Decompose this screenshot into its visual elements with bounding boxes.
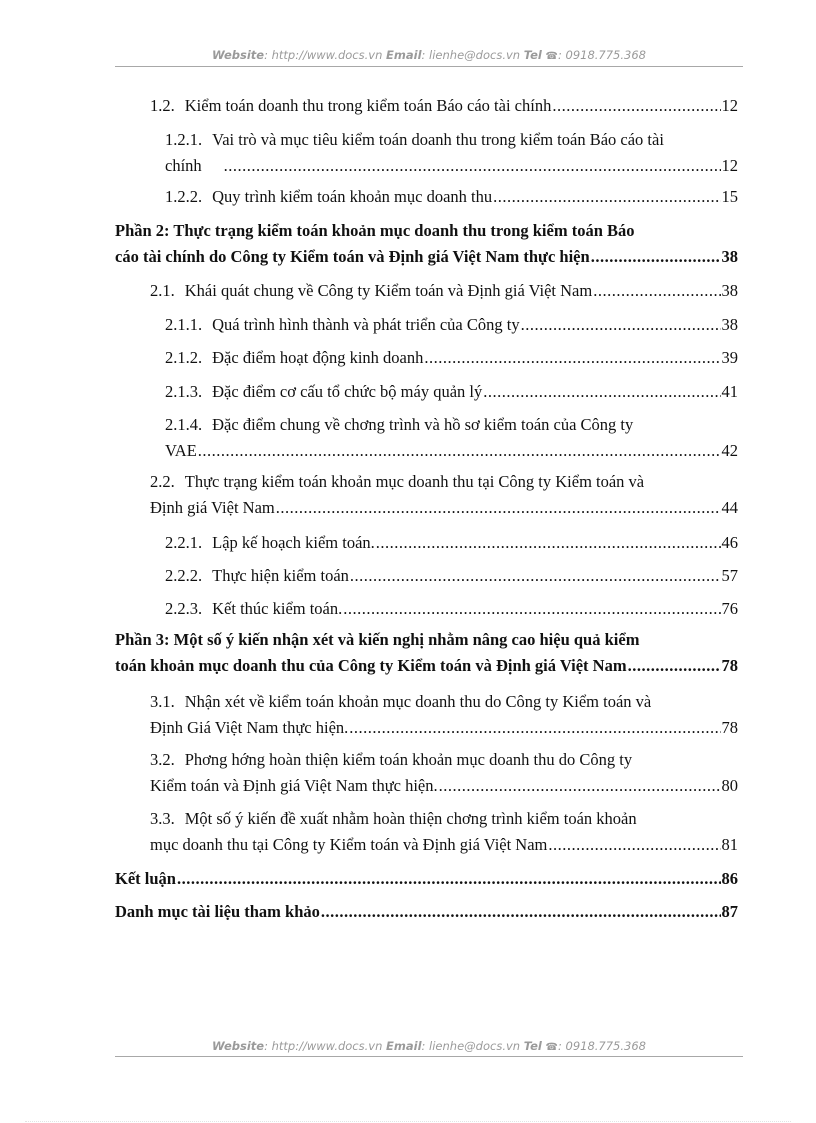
toc-entry-number: 2.2.3. [165,599,203,618]
toc-entry-page: 78 [721,656,738,675]
toc-entry-title: Thực trạng kiểm toán khoản mục doanh thu tại Công ty Kiểm toán và [184,472,645,491]
toc-entry-number: 2.1. [150,281,175,300]
toc-entry-2-1-3[interactable] [165,380,738,404]
toc-entry-page: 15 [721,187,738,206]
header-email-value: : lienhe@docs.vn [421,48,521,62]
toc-dot-leader [591,245,721,269]
header-email-label: Email [386,48,422,62]
footer-website-value: : http://www.docs.vn [264,1039,383,1053]
toc-entry-page: 80 [721,776,738,795]
toc-entry-page: 41 [721,382,738,401]
toc-dot-leader [548,833,720,857]
toc-entry-page: 78 [721,718,738,737]
phone-icon: ☎ [545,1042,558,1053]
toc-entry-2-1-1[interactable] [165,313,738,337]
toc-dot-leader [439,774,721,798]
toc-entry-title: Kết luận [115,869,176,888]
toc-dot-leader [350,564,721,588]
toc-entry-number: 3.1. [150,692,175,711]
toc-entry-1-2-1[interactable] [165,128,738,178]
toc-entry-number: 2.2.1. [165,533,203,552]
toc-entry-number: 2.1.4. [165,415,203,434]
toc-dot-leader [483,380,720,404]
toc-entry-title-continued: Định Giá Việt Nam thực hiện. [150,718,349,737]
toc-entry-title: Đặc điểm hoạt động kinh doanh [212,348,424,367]
toc-entry-title-continued: cáo tài chính do Công ty Kiểm toán và Định giá Việt Nam thực hiện [115,247,590,266]
toc-entry-page: 38 [721,315,738,334]
toc-entry-page: 46 [721,533,738,552]
toc-entry-page: 12 [721,96,738,115]
toc-entry-part-2[interactable] [115,219,738,269]
toc-entry-2-2-3[interactable] [165,597,738,621]
toc-entry-3-2[interactable] [150,748,738,798]
toc-entry-page: 76 [721,599,738,618]
toc-entry-2-1-2[interactable] [165,346,738,370]
toc-entry-2-1[interactable] [150,279,738,303]
toc-entry-number: 1.2.1. [165,130,203,149]
toc-dot-leader [593,279,720,303]
toc-entry-page: 57 [721,566,738,585]
toc-entry-title-continued: Kiểm toán và Định giá Việt Nam thực hiện. [150,776,438,795]
header-website-value: : http://www.docs.vn [264,48,383,62]
toc-entry-title: Đặc điểm chung về chơng trình và hồ sơ kiểm toán của Công ty [212,415,634,434]
header-website-label: Website [212,48,265,62]
toc-entry-title-continued: VAE [165,441,197,460]
header-tel-value: : 0918.775.368 [557,48,646,62]
toc-entry-part-3[interactable] [115,628,738,678]
header-divider [115,66,743,67]
toc-entry-number: 1.2. [150,96,175,115]
toc-entry-page: 87 [721,902,738,921]
toc-dot-leader [628,654,721,678]
footer-divider [115,1056,743,1057]
toc-dot-leader [424,346,720,370]
toc-entry-page: 44 [721,498,738,517]
footer-tel-label: Tel [523,1039,542,1053]
toc-dot-leader [198,439,721,463]
toc-entry-title: Lập kế hoạch kiểm toán. [212,533,375,552]
toc-entry-title: Nhận xét về kiểm toán khoản mục doanh thu do Công ty Kiểm toán và [184,692,652,711]
toc-entry-references[interactable] [115,900,738,924]
footer-tel-value: : 0918.775.368 [557,1039,646,1053]
toc-entry-page: 38 [721,281,738,300]
phone-icon: ☎ [545,51,558,62]
toc-entry-title: Thực hiện kiểm toán [212,566,349,585]
page-bottom-edge [25,1121,791,1122]
toc-entry-title: Vai trò và mục tiêu kiểm toán doanh thu trong kiểm toán Báo cáo tài [212,130,664,149]
toc-entry-title: Một số ý kiến đề xuất nhằm hoàn thiện chơng trình kiểm toán khoản [184,809,637,828]
toc-entry-title: Đặc điểm cơ cấu tổ chức bộ máy quản lý [212,382,483,401]
toc-entry-title: Kết thúc kiểm toán. [212,599,343,618]
toc-entry-title: Kiểm toán doanh thu trong kiểm toán Báo cáo tài chính [184,96,552,115]
toc-dot-leader [521,313,721,337]
toc-dot-leader [349,716,720,740]
toc-entry-page: 81 [721,835,738,854]
toc-dot-leader [343,597,720,621]
toc-entry-title: Phần 3: Một số ý kiến nhận xét và kiến nghị nhằm nâng cao hiệu quả kiểm [115,630,640,649]
toc-entry-2-2-1[interactable] [165,531,738,555]
toc-entry-title: Phần 2: Thực trạng kiểm toán khoản mục doanh thu trong kiểm toán Báo [115,221,635,240]
toc-entry-number: 2.2. [150,472,175,491]
header-tel-label: Tel [523,48,542,62]
toc-entry-title-continued: mục doanh thu tại Công ty Kiểm toán và Định giá Việt Nam [150,835,548,854]
toc-entry-number: 2.1.1. [165,315,203,334]
toc-dot-leader [376,531,721,555]
toc-entry-number: 2.2.2. [165,566,203,585]
toc-entry-title: Quy trình kiểm toán khoản mục doanh thu [212,187,493,206]
toc-entry-page: 86 [721,869,738,888]
toc-dot-leader [177,867,721,891]
toc-entry-title: Khái quát chung về Công ty Kiểm toán và Định giá Việt Nam [184,281,593,300]
toc-entry-page: 38 [721,247,738,266]
footer-email-value: : lienhe@docs.vn [421,1039,521,1053]
toc-entry-2-2[interactable] [150,470,738,520]
toc-entry-1-2[interactable] [150,94,738,118]
footer-email-label: Email [386,1039,422,1053]
toc-entry-conclusion[interactable] [115,867,738,891]
footer-website-label: Website [212,1039,265,1053]
toc-dot-leader [276,496,721,520]
toc-dot-leader [493,185,720,209]
toc-entry-title-continued: Định giá Việt Nam [150,498,275,517]
toc-entry-title: Quá trình hình thành và phát triển của Công ty [212,315,520,334]
toc-entry-3-1[interactable] [150,690,738,740]
toc-entry-page: 42 [721,441,738,460]
toc-entry-number: 3.2. [150,750,175,769]
page-footer [115,1038,743,1056]
toc-entry-number: 1.2.2. [165,187,203,206]
toc-dot-leader [552,94,720,118]
toc-entry-title: Danh mục tài liệu tham khảo [115,902,320,921]
toc-entry-page: 12 [721,156,738,175]
toc-entry-2-2-2[interactable] [165,564,738,588]
toc-entry-3-3[interactable] [150,807,738,857]
toc-entry-2-1-4[interactable] [165,413,738,463]
page-header [115,47,743,65]
toc-entry-page: 39 [721,348,738,367]
toc-dot-leader [321,900,721,924]
toc-entry-title-continued: chính [165,156,202,175]
toc-dot-leader [224,154,721,178]
toc-entry-title: Phơng hớng hoàn thiện kiểm toán khoản mục doanh thu do Công ty [184,750,633,769]
toc-entry-number: 2.1.3. [165,382,203,401]
toc-entry-number: 2.1.2. [165,348,203,367]
toc-entry-1-2-2[interactable] [165,185,738,209]
toc-entry-number: 3.3. [150,809,175,828]
toc-entry-title-continued: toán khoản mục doanh thu của Công ty Kiểm toán và Định giá Việt Nam [115,656,627,675]
